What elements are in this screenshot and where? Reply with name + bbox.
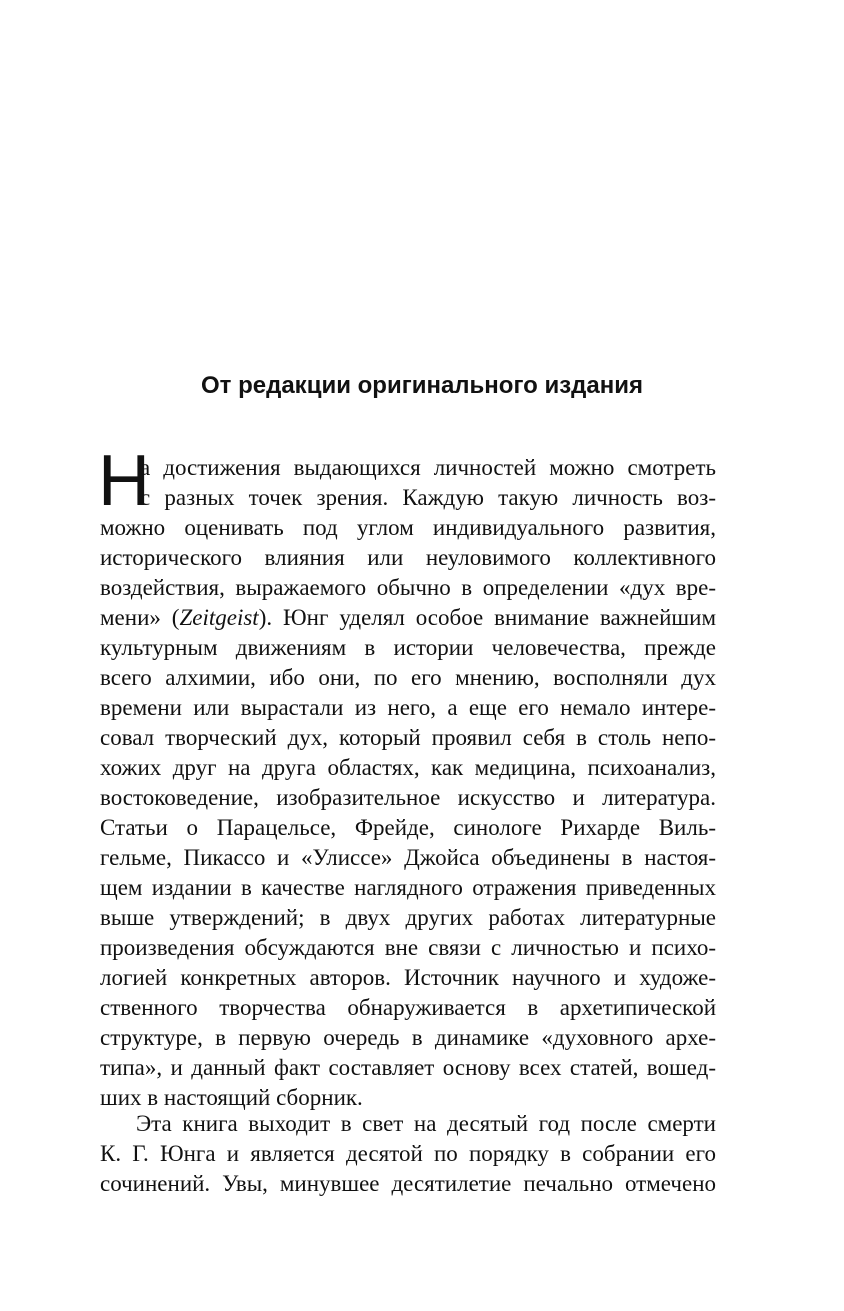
text-line: можно оценивать под углом индивидуального развития, <box>100 515 716 540</box>
text-line: Статьи о Парацельсе, Фрейде, синологе Рихарде Виль- <box>100 815 716 840</box>
text-line: исторического влияния или неуловимого коллективного <box>100 545 716 570</box>
text-line: культурным движениям в истории человечества, прежде <box>100 635 716 660</box>
text-line: всего алхимии, ибо они, по его мнению, восполняли дух <box>100 665 716 690</box>
text-line: Эта книга выходит в свет на десятый год после смерти <box>136 1111 716 1136</box>
text-line: ших в настоящий сборник. <box>100 1085 363 1110</box>
text-line: выше утверждений; в двух других работах литературные <box>100 905 716 930</box>
text-line: мени» (Zeitgeist). Юнг уделял особое внимание важнейшим <box>100 605 716 630</box>
text-line: хожих друг на друга областях, как медицина, психоанализ, <box>100 755 716 780</box>
text-line: воздействия, выражаемого обычно в определении «дух вре- <box>100 575 716 600</box>
text-line: ственного творчества обнаруживается в архетипической <box>100 995 716 1020</box>
text-line: сочинений. Увы, минувшее десятилетие печально отмечено <box>100 1171 716 1196</box>
text-line: щем издании в качестве наглядного отражения приведенных <box>100 875 716 900</box>
text-line: гельме, Пикассо и «Улиссе» Джойса объединены в настоя- <box>100 845 716 870</box>
text-line: логией конкретных авторов. Источник научного и художе- <box>100 965 716 990</box>
text-line: структуре, в первую очередь в динамике «духовного архе- <box>100 1025 716 1050</box>
text-line: с разных точек зрения. Каждую такую личность воз- <box>140 485 716 510</box>
text-line: К. Г. Юнга и является десятой по порядку в собрании его <box>100 1141 716 1166</box>
text-line: типа», и данный факт составляет основу всех статей, вошед- <box>100 1055 716 1080</box>
paragraph-1 <box>98 441 716 1113</box>
paragraph-2 <box>100 1109 716 1199</box>
drop-cap: Н <box>98 441 150 521</box>
text-line: совал творческий дух, который проявил себя в столь непо- <box>100 725 716 750</box>
text-line: а достижения выдающихся личностей можно смотреть <box>140 455 716 480</box>
page-title: От редакции оригинального издания <box>201 372 643 399</box>
text-line: произведения обсуждаются вне связи с личностью и психо- <box>100 935 716 960</box>
italic-term: Zeitgeist <box>179 605 259 630</box>
text-line: востоковедение, изобразительное искусство и литература. <box>100 785 716 810</box>
text-line: времени или вырастали из него, а еще его немало интере- <box>100 695 716 720</box>
